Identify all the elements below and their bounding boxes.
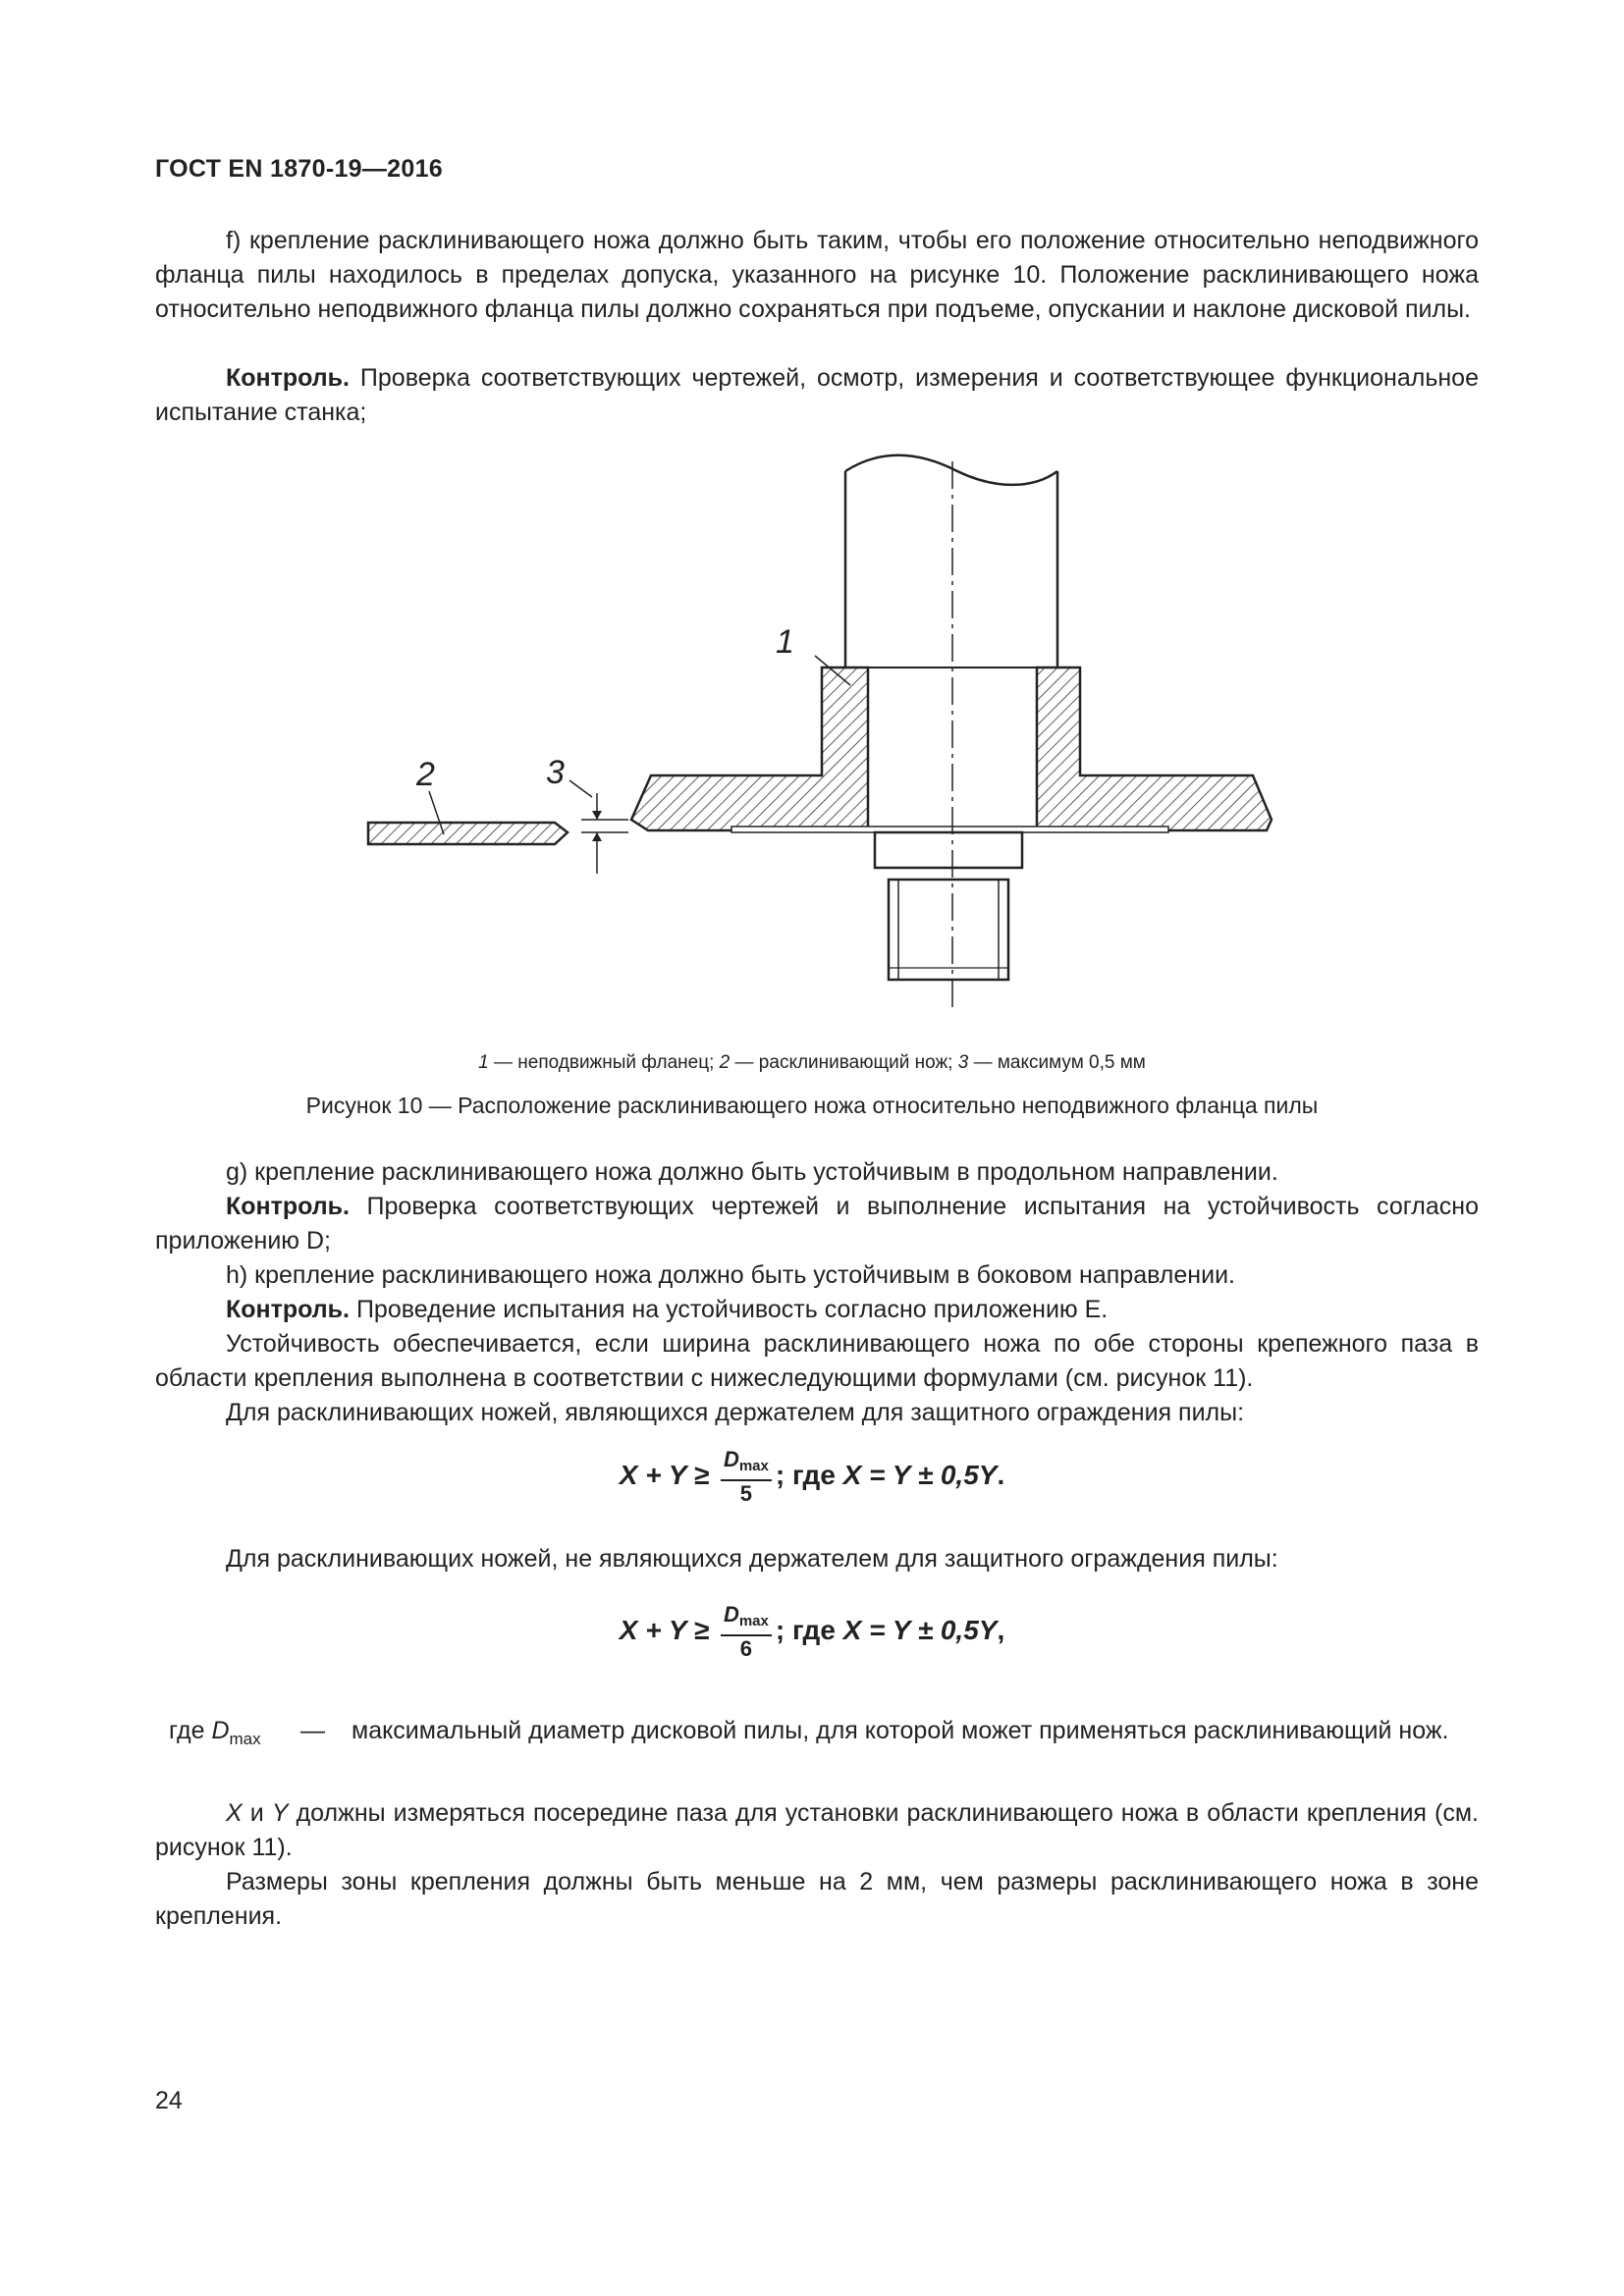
figure-caption: Рисунок 10 — Расположение расклинивающего ножа относительно неподвижного фланца пилы xyxy=(305,1093,1319,1118)
definition-text: максимальный диаметр дисковой пилы, для которой может применяться расклинивающий нож. xyxy=(352,1717,1449,1744)
paragraph-holder: Для расклинивающих ножей, являющихся держателем для защитного ограждения пилы: xyxy=(226,1399,1245,1426)
document-header: ГОСТ EN 1870-19—2016 xyxy=(155,155,443,183)
formula-fraction: $\frac{D_{max}}{6}$ xyxy=(721,1602,772,1662)
shaft xyxy=(845,455,1057,667)
definition-term: где $D_{max}$ xyxy=(169,1717,261,1748)
fixed-flange xyxy=(631,667,1272,832)
control-text: Проведение испытания на устойчивость согласно приложению E. xyxy=(350,1296,1109,1323)
paragraph-nonholder: Для расклинивающих ножей, не являющихся держателем для защитного ограждения пилы: xyxy=(226,1545,1278,1573)
label-3: 3 xyxy=(546,754,565,791)
formula-lhs: X + Y ≥ xyxy=(619,1614,710,1645)
definition-dash: — xyxy=(300,1717,325,1744)
control-label: Контроль. xyxy=(226,1296,350,1323)
control-text: Проверка соответствующих чертежей, осмотр, измерения и соответствующее функциональное испытание станка; xyxy=(155,364,1479,426)
paragraph-stability: Устойчивость обеспечивается, если ширина расклинивающего ножа по обе стороны крепежного паза в области крепления выполнена в соответствии с нижеследующими формулами (см. рисунок 11). xyxy=(155,1330,1479,1392)
page-number: 24 xyxy=(155,2087,183,2114)
control-label: Контроль. xyxy=(226,1193,350,1220)
label-2: 2 xyxy=(416,756,435,793)
riving-knife xyxy=(368,823,568,844)
legend-text-3: — максимум 0,5 мм xyxy=(968,1052,1146,1073)
control-label: Контроль. xyxy=(226,364,350,392)
legend-num-2: 2 xyxy=(719,1052,731,1073)
legend-text-1: — неподвижный фланец; xyxy=(488,1052,720,1073)
formula-fraction: $\frac{D_{max}}{5}$ xyxy=(721,1447,772,1507)
control-text: Проверка соответствующих чертежей и выполнение испытания на устойчивость согласно приложению D; xyxy=(155,1193,1479,1255)
legend-text-2: — расклинивающий нож; xyxy=(730,1052,958,1073)
paragraph-h: h) крепление расклинивающего ножа должно быть устойчивым в боковом направлении. xyxy=(226,1261,1235,1289)
formula-rhs: X = Y ± 0,5Y xyxy=(842,1614,998,1645)
legend-num-1: 1 xyxy=(478,1052,489,1073)
figure-10-drawing xyxy=(0,0,1624,1041)
leader-3 xyxy=(569,780,592,797)
label-1: 1 xyxy=(776,623,794,661)
control-h xyxy=(155,1293,1479,1327)
formula-holder: X + Y ≥ $\frac{D_{max}}{5}$ ; где X = Y ± 0,5Y. xyxy=(619,1447,1005,1506)
formula-where: ; где xyxy=(775,1459,843,1490)
formula-lhs: X + Y ≥ xyxy=(619,1459,710,1490)
paragraph-dimensions: Размеры зоны крепления должны быть меньше на 2 мм, чем размеры расклинивающего ножа в зоне крепления. xyxy=(155,1868,1479,1930)
nut-and-stud xyxy=(875,832,1022,980)
figure-legend xyxy=(0,1052,1624,1074)
formula-nonholder: X + Y ≥ $\frac{D_{max}}{6}$ ; где X = Y ± 0,5Y, xyxy=(619,1602,1005,1661)
paragraph-g: g) крепление расклинивающего ножа должно быть устойчивым в продольном направлении. xyxy=(226,1158,1278,1186)
formula-where: ; где xyxy=(775,1614,843,1645)
paragraph-xy: X и Y должны измеряться посередине паза для установки расклинивающего ножа в области крепления (см. рисунок 11). xyxy=(155,1799,1479,1861)
control-g xyxy=(155,1190,1479,1258)
paragraph-f: f) крепление расклинивающего ножа должно быть таким, чтобы его положение относительно неподвижного фланца пилы находилось в пределах допуска, указанного на рисунке 10. Положение расклинивающего ножа относительно неподвижного фланца пилы должно сохраняться при подъеме, опускании и наклоне дисковой пилы. xyxy=(155,227,1479,323)
formula-rhs: X = Y ± 0,5Y xyxy=(842,1459,998,1490)
legend-num-3: 3 xyxy=(957,1052,969,1073)
dimension-0-5mm xyxy=(581,793,628,874)
